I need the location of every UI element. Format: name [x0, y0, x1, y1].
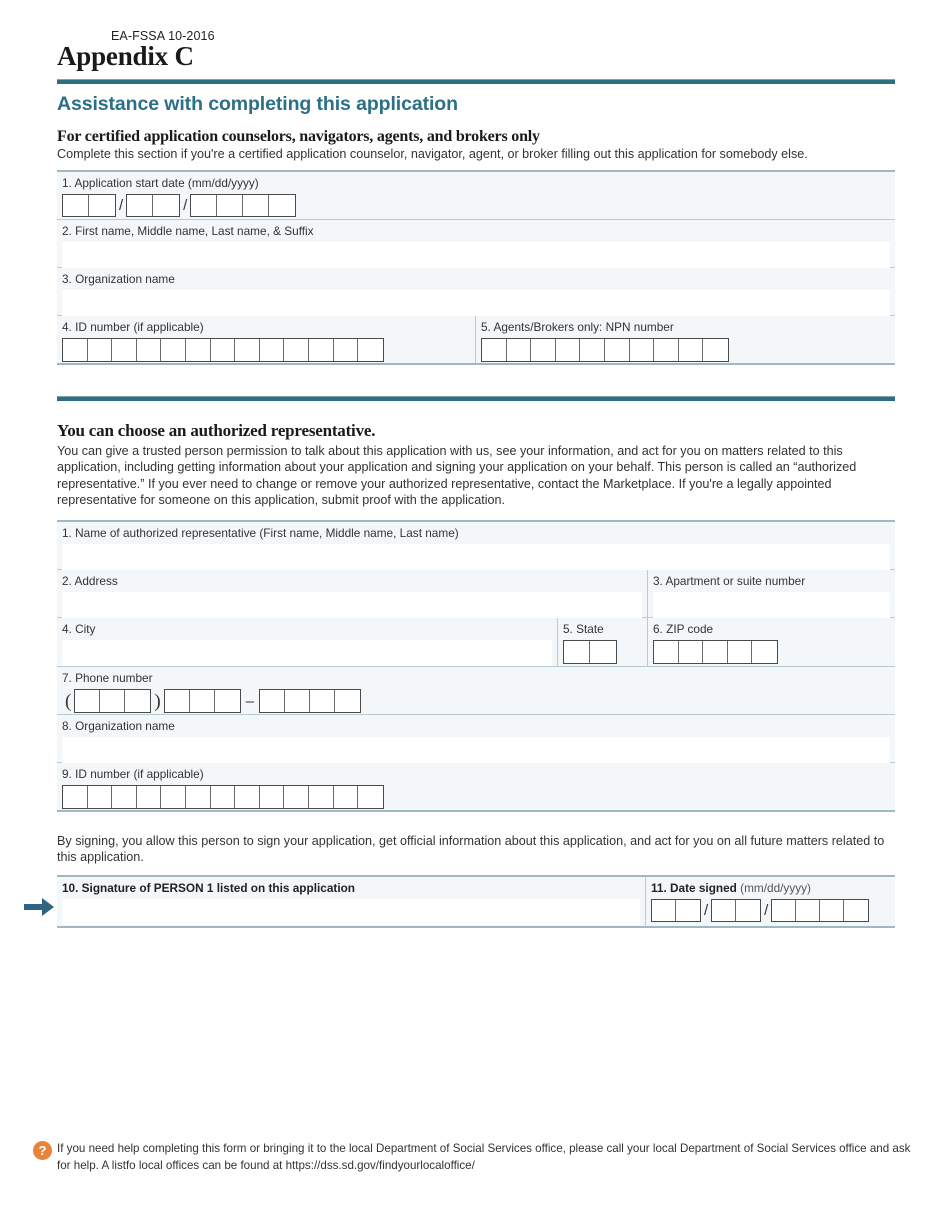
header-divider: [57, 79, 895, 84]
date-month-input[interactable]: [62, 194, 116, 217]
section-heading-representative: You can choose an authorized representative.: [57, 421, 376, 440]
phone-open-paren: (: [65, 690, 72, 712]
date-year-input[interactable]: [190, 194, 296, 217]
subsection-description: Complete this section if you're a certified application counselor, navigator, agent, or broker filling out this application for somebody else.: [57, 147, 808, 161]
field-representative-id-number: [57, 763, 895, 810]
phone-comb-group[interactable]: [62, 689, 895, 713]
table-row: [57, 172, 895, 220]
field-label: 5. Agents/Brokers only: NPN number: [481, 320, 674, 334]
npn-comb-group[interactable]: [481, 338, 895, 362]
apartment-number-input[interactable]: [653, 592, 890, 618]
npn-number-input[interactable]: [481, 338, 729, 362]
question-mark-icon: ?: [33, 1141, 52, 1160]
signature-consent-text: By signing, you allow this person to sign your application, get official information about this application, and act for you on all future matters related to this application.: [57, 834, 885, 865]
field-representative-organization: [57, 715, 895, 762]
field-label: 4. ID number (if applicable): [62, 320, 204, 334]
footer-help-text: If you need help completing this form or bringing it to the local Department of Social Services office, please call your local Department of Social Services office and ask for help. A listfo local offices can be found at https://dss.sd.gov/findyourlocaloffice/: [57, 1142, 911, 1172]
phone-close-paren: ): [154, 690, 161, 712]
field-apartment-number: [647, 570, 895, 617]
table-row: [57, 316, 895, 363]
id-number-comb-group[interactable]: [62, 338, 475, 362]
signature-fields-table: [57, 875, 895, 928]
state-input[interactable]: [563, 640, 617, 664]
representative-organization-input[interactable]: [62, 737, 890, 763]
section-heading-assistance: Assistance with completing this application: [57, 93, 458, 115]
address-input[interactable]: [62, 592, 642, 618]
field-zip-code: [647, 618, 895, 666]
field-organization-name: [57, 268, 895, 315]
field-label: 9. ID number (if applicable): [62, 767, 204, 781]
table-row: [57, 268, 895, 316]
date-comb-group[interactable]: [62, 194, 895, 217]
phone-dash: –: [245, 692, 254, 710]
field-label: 4. City: [62, 622, 96, 636]
zip-comb-group[interactable]: [653, 640, 895, 664]
field-label: 5. State: [563, 622, 604, 636]
city-input[interactable]: [62, 640, 552, 666]
date-day-input[interactable]: [126, 194, 180, 217]
field-representative-name: [57, 522, 895, 569]
table-row: [57, 877, 895, 926]
field-label: [651, 881, 895, 896]
field-id-number: [57, 316, 475, 363]
date-separator: /: [119, 197, 124, 214]
phone-line-input[interactable]: [259, 689, 361, 713]
field-label: 1. Name of authorized representative (First name, Middle name, Last name): [62, 526, 459, 540]
assistance-fields-table: [57, 170, 895, 365]
date-signed-comb-group[interactable]: [651, 899, 895, 922]
signature-label-text: 10. Signature of PERSON 1 listed on this application: [62, 881, 356, 895]
date-separator: /: [764, 902, 769, 919]
field-label: 2. First name, Middle name, Last name, & Suffix: [62, 224, 314, 238]
representative-fields-table: [57, 520, 895, 812]
date-signed-label-text: 11. Date signed: [651, 881, 737, 895]
field-label: 3. Apartment or suite number: [653, 574, 806, 588]
subsection-heading: For certified application counselors, navigators, agents, and brokers only: [57, 128, 540, 145]
representative-description: You can give a trusted person permission to talk about this application with us, see your information, and act for you on matters related to this application, including getting information about your application and signing your application on your behalf. This person is called an “authorized representative.” If you ever need to change or remove your authorized representative, contact the Marketplace. If you're a legally appointed representative for someone on this application, submit proof with the application.: [57, 444, 857, 508]
representative-id-input[interactable]: [62, 785, 384, 809]
signature-input[interactable]: [62, 899, 640, 925]
field-city: [57, 618, 557, 666]
date-separator: /: [183, 197, 188, 214]
organization-name-input[interactable]: [62, 290, 890, 316]
date-separator: /: [704, 902, 709, 919]
section-divider: [57, 396, 895, 401]
date-signed-year-input[interactable]: [771, 899, 869, 922]
field-signature: [57, 877, 645, 926]
table-row: [57, 763, 895, 810]
table-row: [57, 715, 895, 763]
table-row: [57, 618, 895, 667]
table-row: [57, 220, 895, 268]
field-label: 2. Address: [62, 574, 118, 588]
arrow-pointer-icon: [24, 896, 54, 918]
zip-code-input[interactable]: [653, 640, 778, 664]
field-address: [57, 570, 647, 617]
date-signed-month-input[interactable]: [651, 899, 701, 922]
field-label: 7. Phone number: [62, 671, 153, 685]
phone-area-code-input[interactable]: [74, 689, 151, 713]
table-row: [57, 570, 895, 618]
field-counselor-name: [57, 220, 895, 267]
state-comb-group[interactable]: [563, 640, 647, 664]
field-label: 1. Application start date (mm/dd/yyyy): [62, 176, 259, 190]
field-date-signed: [645, 877, 895, 926]
date-signed-day-input[interactable]: [711, 899, 761, 922]
field-label: 6. ZIP code: [653, 622, 714, 636]
page-title: Appendix C: [57, 41, 194, 71]
date-signed-format-hint: (mm/dd/yyyy): [740, 881, 811, 895]
field-label: 3. Organization name: [62, 272, 175, 286]
field-state: [557, 618, 647, 666]
counselor-name-input[interactable]: [62, 242, 890, 268]
table-row: [57, 522, 895, 570]
field-phone-number: [57, 667, 895, 714]
phone-prefix-input[interactable]: [164, 689, 241, 713]
representative-id-comb-group[interactable]: [62, 785, 895, 809]
id-number-input[interactable]: [62, 338, 384, 362]
field-label: 8. Organization name: [62, 719, 175, 733]
table-row: [57, 667, 895, 715]
field-npn-number: [475, 316, 895, 363]
field-application-start-date: [57, 172, 895, 219]
document-code: EA-FSSA 10-2016: [111, 29, 215, 43]
representative-name-input[interactable]: [62, 544, 890, 570]
field-label: [62, 881, 645, 896]
